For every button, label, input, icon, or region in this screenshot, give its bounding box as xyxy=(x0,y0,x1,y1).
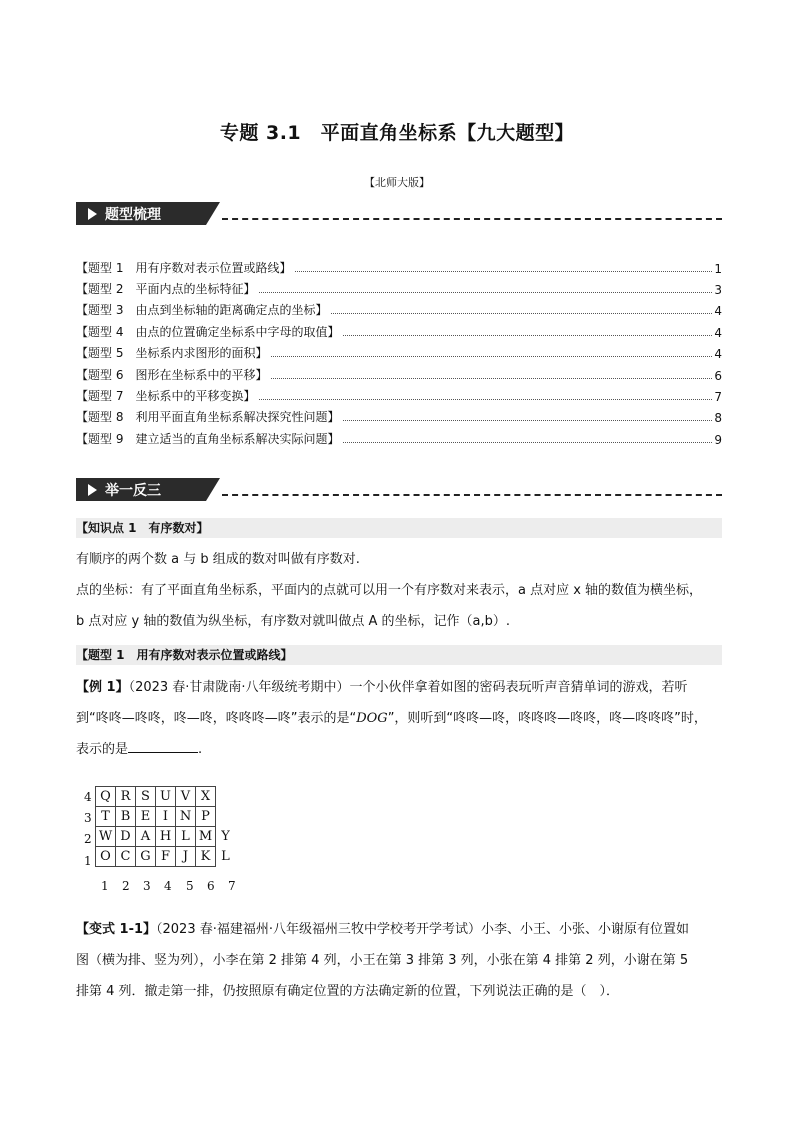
variant-1-1-line-2: 图（横为排、竖为列），小李在第 2 排第 4 列，小王在第 3 排第 3 列，小张在第 4 排第 2 列，小谢在第 5 xyxy=(76,953,689,968)
dashed-divider xyxy=(222,494,722,496)
grid-y-label: 4 xyxy=(84,790,92,804)
grid-cell: P xyxy=(196,807,216,827)
example-text: ”，则听到“咚咚—咚，咚咚咚—咚咚，咚—咚咚咚”时， xyxy=(387,711,707,726)
grid-y-label: 3 xyxy=(84,811,92,825)
grid-x-label: 7 xyxy=(228,879,236,893)
grid-row xyxy=(96,827,236,847)
toc-item-page: 4 xyxy=(714,304,722,318)
section-banner-practice xyxy=(76,476,722,503)
toc-item-label: 【题型 8 利用平面直角坐标系解决探究性问题】 xyxy=(76,410,340,424)
toc-item[interactable] xyxy=(76,405,722,425)
example-text: 表示的是 xyxy=(76,742,129,757)
grid-cell: E xyxy=(136,807,156,827)
toc-item-label: 【题型 1 用有序数对表示位置或路线】 xyxy=(76,261,292,275)
grid-cell: A xyxy=(136,827,156,847)
example-text: （2023 春·甘肃陇南·八年级统考期中）一个小伙伴拿着如图的密码表玩听声音猜单词的游戏，若听 xyxy=(128,680,688,695)
grid-cell: C xyxy=(116,847,136,867)
toc-item-page: 4 xyxy=(714,326,722,340)
toc-item[interactable] xyxy=(76,384,722,404)
toc-item-page: 6 xyxy=(714,369,722,383)
page-title: 专题 3.1 平面直角坐标系【九大题型】 xyxy=(219,122,575,144)
section-label xyxy=(76,478,206,501)
toc-leader xyxy=(259,399,712,400)
toc-item[interactable] xyxy=(76,363,722,383)
answer-blank[interactable] xyxy=(128,738,198,753)
knowledge-line-1: 有顺序的两个数 a 与 b 组成的数对叫做有序数对. xyxy=(76,552,360,567)
grid-x-label: 2 xyxy=(122,879,130,893)
toc-item-page: 1 xyxy=(714,262,722,276)
grid-cell: L xyxy=(176,827,196,847)
grid-x-label: 4 xyxy=(164,879,172,893)
toc-leader xyxy=(259,292,712,293)
grid-cell: N xyxy=(176,807,196,827)
grid-x-label: 6 xyxy=(207,879,215,893)
cipher-grid xyxy=(95,786,235,867)
grid-cell: X xyxy=(196,787,216,807)
grid-cell: D xyxy=(116,827,136,847)
grid-cell: J xyxy=(176,847,196,867)
toc-item[interactable] xyxy=(76,256,722,276)
example-1-line-2 xyxy=(76,703,722,735)
grid-y-label: 1 xyxy=(84,854,92,868)
toc-item-page: 7 xyxy=(714,390,722,404)
dashed-divider xyxy=(222,218,722,220)
toc-item[interactable] xyxy=(76,427,722,447)
grid-cell: L xyxy=(216,847,236,867)
toc-leader xyxy=(343,420,712,421)
grid-x-label: 5 xyxy=(186,879,194,893)
section-label-text: 题型梳理 xyxy=(105,206,161,223)
example-text: . xyxy=(198,742,203,757)
grid-cell: R xyxy=(116,787,136,807)
toc-leader xyxy=(271,356,712,357)
grid-row xyxy=(96,847,236,867)
toc-item-label: 【题型 5 坐标系内求图形的面积】 xyxy=(76,346,268,360)
example-word: DOG xyxy=(356,711,388,726)
play-triangle-icon xyxy=(88,208,97,220)
variant-text: （2023 春·福建福州·八年级福州三牧中学校考开学考试）小李、小王、小张、小谢原有位置如 xyxy=(156,922,689,937)
toc-leader xyxy=(343,335,712,336)
grid-cell: O xyxy=(96,847,116,867)
grid-cell: K xyxy=(196,847,216,867)
play-triangle-icon xyxy=(88,484,97,496)
grid-cell: M xyxy=(196,827,216,847)
toc-item-label: 【题型 4 由点的位置确定坐标系中字母的取值】 xyxy=(76,325,340,339)
toc-item-label: 【题型 9 建立适当的直角坐标系解决实际问题】 xyxy=(76,432,340,446)
toc-item-label: 【题型 2 平面内点的坐标特征】 xyxy=(76,282,256,296)
section-banner-toc xyxy=(76,200,722,227)
knowledge-point-title: 【知识点 1 有序数对】 xyxy=(76,518,722,538)
grid-cell: G xyxy=(136,847,156,867)
grid-y-label: 2 xyxy=(84,832,92,846)
toc-leader xyxy=(295,271,712,272)
toc-item[interactable] xyxy=(76,320,722,340)
toc-leader xyxy=(271,378,712,379)
grid-cell: V xyxy=(176,787,196,807)
variant-1-1-line-1 xyxy=(76,914,722,946)
section-label-text: 举一反三 xyxy=(105,482,161,499)
grid-cell: S xyxy=(136,787,156,807)
grid-x-label: 3 xyxy=(143,879,151,893)
grid-cell: I xyxy=(156,807,176,827)
example-tag: 【例 1】 xyxy=(76,680,129,695)
grid-cell xyxy=(216,787,236,807)
knowledge-line-2: 点的坐标：有了平面直角坐标系，平面内的点就可以用一个有序数对来表示，a 点对应 x 轴的数值为横坐标， xyxy=(76,583,703,598)
toc-item-label: 【题型 7 坐标系中的平移变换】 xyxy=(76,389,256,403)
grid-cell: B xyxy=(116,807,136,827)
grid-cell: F xyxy=(156,847,176,867)
toc-item-label: 【题型 3 由点到坐标轴的距离确定点的坐标】 xyxy=(76,303,328,317)
toc-leader xyxy=(343,442,712,443)
grid-cell: Q xyxy=(96,787,116,807)
toc-item-label: 【题型 6 图形在坐标系中的平移】 xyxy=(76,368,268,382)
section-label xyxy=(76,202,206,225)
example-1-line-1 xyxy=(76,672,722,704)
toc-item-page: 8 xyxy=(714,411,722,425)
toc-item-page: 3 xyxy=(714,283,722,297)
edition-label: 【北师大版】 xyxy=(364,176,430,189)
grid-cell: U xyxy=(156,787,176,807)
grid-cell: W xyxy=(96,827,116,847)
grid-row xyxy=(96,807,236,827)
variant-tag: 【变式 1-1】 xyxy=(76,922,157,937)
type-1-title: 【题型 1 用有序数对表示位置或路线】 xyxy=(76,645,722,665)
toc-item[interactable] xyxy=(76,298,722,318)
toc-item[interactable] xyxy=(76,341,722,361)
toc-item-page: 4 xyxy=(714,347,722,361)
grid-row xyxy=(96,787,236,807)
toc-leader xyxy=(331,313,712,314)
example-1-line-3 xyxy=(76,734,722,766)
grid-cell: Y xyxy=(216,827,236,847)
grid-cell: H xyxy=(156,827,176,847)
variant-1-1-line-3: 排第 4 列．撤走第一排，仍按照原有确定位置的方法确定新的位置，下列说法正确的是（ ）． xyxy=(76,984,620,999)
example-text: 到“咚咚—咚咚，咚—咚，咚咚咚—咚”表示的是“ xyxy=(76,711,357,726)
toc-item[interactable] xyxy=(76,277,722,297)
toc-item-page: 9 xyxy=(714,433,722,447)
knowledge-line-3: b 点对应 y 轴的数值为纵坐标，有序数对就叫做点 A 的坐标，记作（a,b）. xyxy=(76,614,510,629)
grid-cell: T xyxy=(96,807,116,827)
grid-cell xyxy=(216,807,236,827)
grid-x-label: 1 xyxy=(101,879,109,893)
